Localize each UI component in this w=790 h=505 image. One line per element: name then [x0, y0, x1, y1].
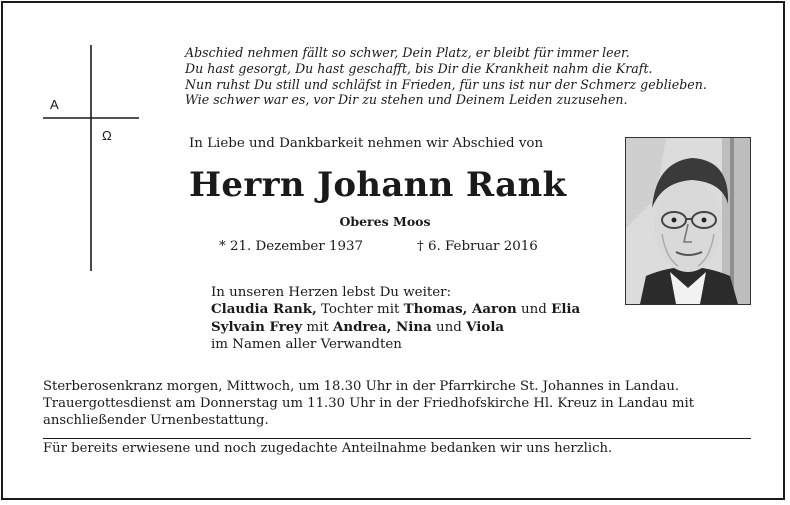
family-name: Sylvain Frey [211, 318, 303, 335]
deceased-name: Herrn Johann Rank [189, 165, 567, 205]
obituary-card [1, 1, 785, 500]
portrait-photo [625, 137, 751, 305]
family-text: mit [302, 319, 333, 335]
verse-line: Du hast gesorgt, Du hast geschafft, bis Dir die Krankheit nahm die Kraft. [185, 60, 653, 76]
service-line: anschließender Urnenbestattung. [43, 413, 269, 429]
family-text: und [431, 319, 467, 335]
verse-line: Abschied nehmen fällt so schwer, Dein Platz, er bleibt für immer leer. [185, 45, 630, 60]
birth-date: * 21. Dezember 1937 [219, 239, 364, 254]
family-closing: im Namen aller Verwandten [211, 337, 402, 353]
family-heading: In unseren Herzen lebst Du weiter: [211, 285, 452, 300]
service-details [43, 378, 753, 430]
divider [43, 438, 751, 439]
family-name: Viola [466, 318, 505, 335]
deceased-place: Oberes Moos [339, 214, 431, 229]
family-text: und [516, 302, 552, 318]
verse-line: Nun ruhst Du still und schläfst in Frieden, für uns ist nur der Schmerz geblieben. [185, 76, 707, 92]
family-name: Claudia Rank, [211, 301, 317, 318]
family-line-2 [211, 319, 580, 336]
family-name: Thomas, Aaron [403, 301, 517, 318]
alpha-symbol: A [50, 97, 59, 112]
service-line: Sterberosenkranz morgen, Mittwoch, um 18.30 Uhr in der Pfarrkirche St. Johannes in Landau. [43, 379, 680, 394]
thanks-text: Für bereits erwiesene und noch zugedachte Anteilnahme bedanken wir uns herzlich. [43, 441, 613, 456]
intro-text: In Liebe und Dankbarkeit nehmen wir Abschied von [189, 136, 544, 151]
family-name: Andrea, Nina [332, 318, 432, 335]
omega-symbol: Ω [102, 128, 112, 143]
death-date: † 6. Februar 2016 [417, 239, 538, 254]
memorial-verse [185, 45, 775, 108]
family-name: Elia [551, 301, 581, 318]
service-line: Trauergottesdienst am Donnerstag um 11.30 Uhr in der Friedhofskirche Hl. Kreuz in Landau mit [43, 396, 695, 412]
family-line-1 [211, 301, 580, 318]
verse-line: Wie schwer war es, vor Dir zu stehen und Deinem Leiden zuzusehen. [185, 92, 628, 108]
family-text: Tochter mit [316, 302, 404, 318]
family-section [211, 284, 580, 354]
cross-icon [41, 43, 141, 273]
